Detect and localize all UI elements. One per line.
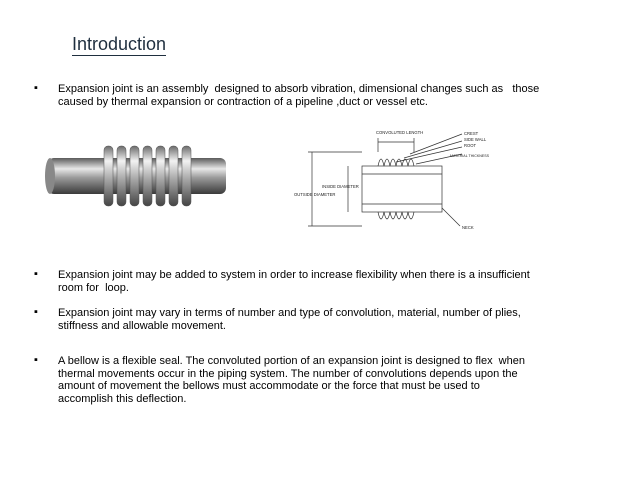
label-material-thickness: MATERIAL THICKNESS xyxy=(450,154,490,158)
label-convoluted-length: CONVOLUTED LENGTH xyxy=(376,130,424,135)
bellows-photo-illustration xyxy=(44,140,230,218)
bullet-text: A bellow is a flexible seal. The convoluted portion of an expansion joint is designed to flex when thermal movements occur in the piping system. The number of convolutions depends upon the amount of movement the bellows must accommodate or the force that must be used to accomplish this deflection. xyxy=(58,355,525,405)
bullet-text: Expansion joint may be added to system in order to increase flexibility when there is a insufficient room for loop. xyxy=(58,269,530,294)
label-crest: CREST xyxy=(464,131,479,136)
bullet-item xyxy=(34,83,594,108)
label-neck: NECK xyxy=(462,225,474,230)
label-inside-diameter: INSIDE DIAMETER xyxy=(322,184,359,189)
bullet-item xyxy=(34,355,594,405)
bullet-item xyxy=(34,307,594,332)
bullet-marker: ▪ xyxy=(34,82,38,94)
slide-title: Introduction xyxy=(72,34,167,54)
bullet-marker: ▪ xyxy=(34,306,38,318)
bullet-marker: ▪ xyxy=(34,354,38,366)
bullet-marker: ▪ xyxy=(34,268,38,280)
bullet-item xyxy=(34,269,594,294)
label-root: ROOT xyxy=(464,143,477,148)
label-outside-diameter: OUTSIDE DIAMETER xyxy=(294,192,336,197)
bullet-text: Expansion joint may vary in terms of number and type of convolution, material, number of plies, stiffness and allowable movement. xyxy=(58,307,521,332)
bullet-text: Expansion joint is an assembly designed to absorb vibration, dimensional changes such as those caused by thermal expansion or contraction of a pipeline ,duct or vessel etc. xyxy=(58,83,540,108)
expansion-joint-diagram xyxy=(292,124,492,236)
label-side-wall: SIDE WALL xyxy=(464,137,487,142)
